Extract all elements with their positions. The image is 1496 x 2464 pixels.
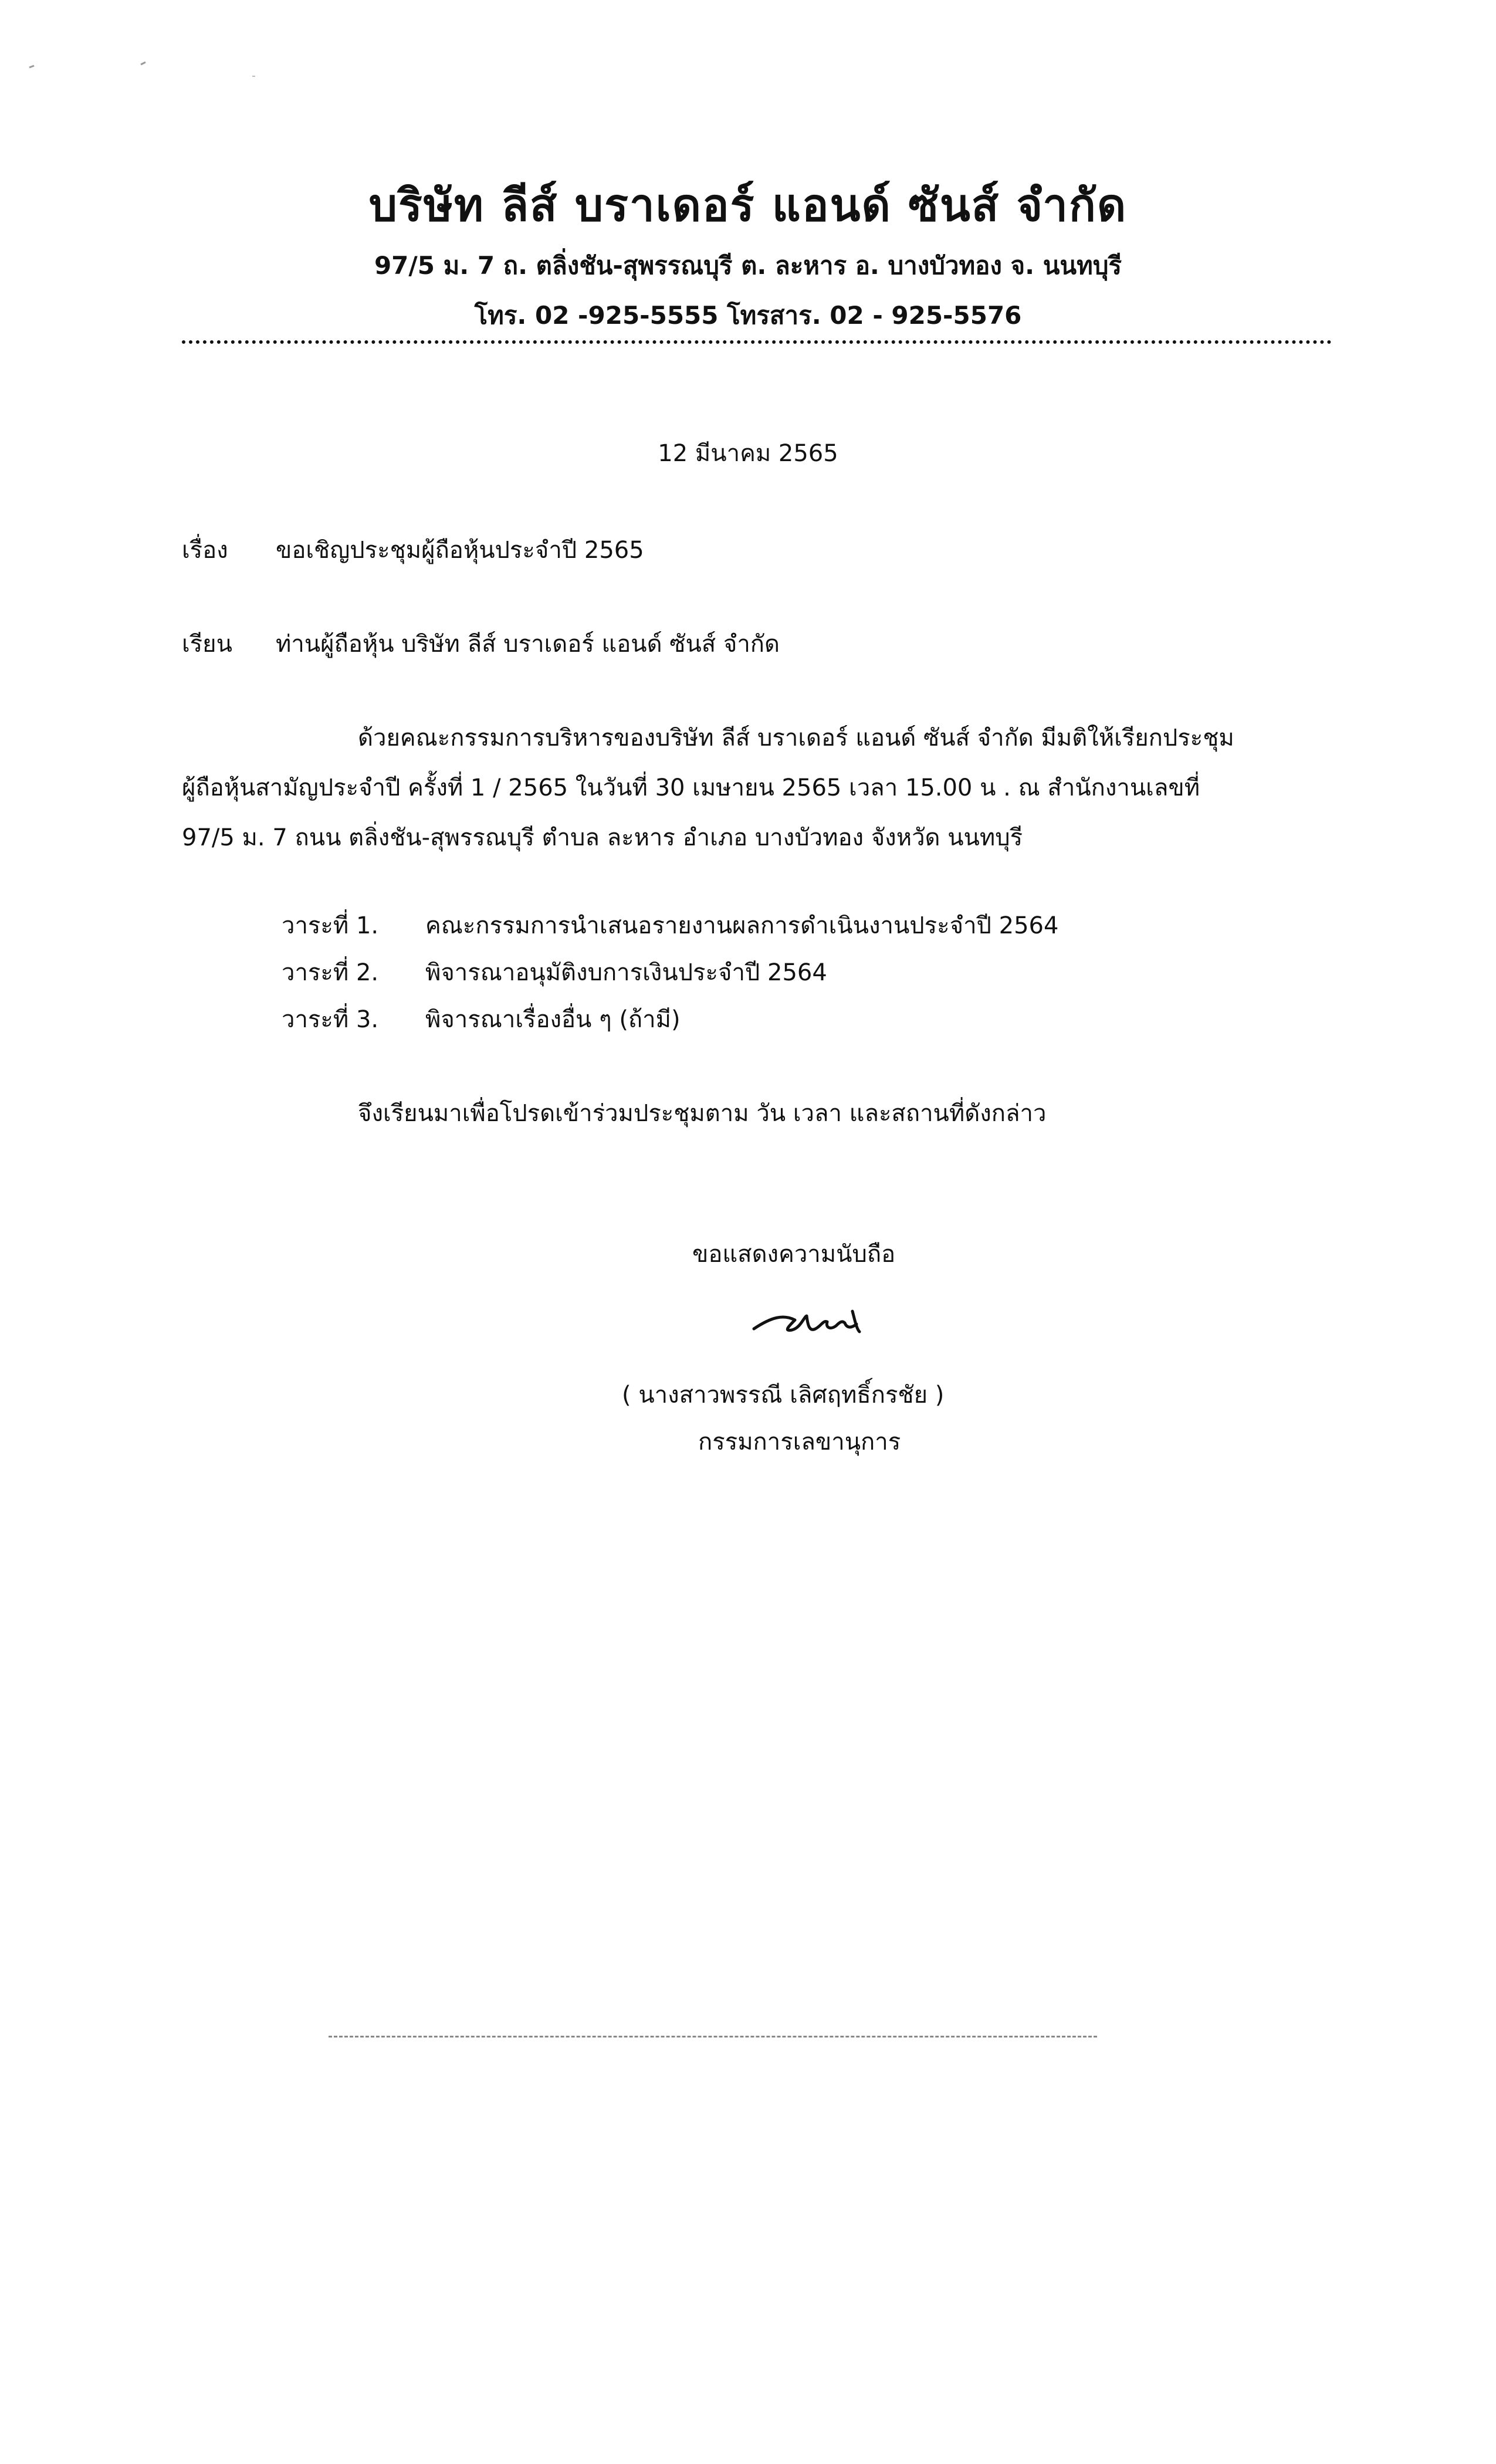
recipient-label: เรียน	[182, 631, 232, 658]
agenda-item-1-text: คณะกรรมการนำเสนอรายงานผลการดำเนินงานประจำปี 2564	[425, 912, 1059, 939]
scan-artifact-line	[329, 2036, 1097, 2037]
closing-sentence: จึงเรียนมาเพื่อโปรดเข้าร่วมประชุมตาม วัน เวลา และสถานที่ดังกล่าว	[358, 1100, 1047, 1127]
subject-label: เรื่อง	[182, 537, 228, 564]
agenda-item-3-label: วาระที่ 3.	[282, 1006, 379, 1033]
agenda-item-2-text: พิจารณาอนุมัติงบการเงินประจำปี 2564	[425, 959, 827, 986]
company-name: บริษัท ลีส์ บราเดอร์ แอนด์ ซันส์ จำกัด	[368, 179, 1128, 231]
body-line-2: ผู้ถือหุ้นสามัญประจำปี ครั้งที่ 1 / 2565 ในวันที่ 30 เมษายน 2565 เวลา 15.00 น . ณ สำนักงานเลขที่	[182, 774, 1200, 801]
agenda-item-2-label: วาระที่ 2.	[282, 959, 379, 986]
agenda-item-1-label: วาระที่ 1.	[282, 912, 379, 939]
scan-artifact-marks	[18, 53, 264, 88]
regards-text: ขอแสดงความนับถือ	[692, 1241, 896, 1268]
handwritten-signature-icon	[748, 1294, 883, 1346]
company-address: 97/5 ม. 7 ถ. ตลิ่งชัน-สุพรรณบุรี ต. ละหาร อ. บางบัวทอง จ. นนทบุรี	[374, 251, 1122, 280]
agenda-item-3-text: พิจารณาเรื่องอื่น ๆ (ถ้ามี)	[425, 1006, 681, 1033]
recipient-text: ท่านผู้ถือหุ้น บริษัท ลีส์ บราเดอร์ แอนด์ ซันส์ จำกัด	[276, 631, 780, 658]
signer-position: กรรมการเลขานุการ	[698, 1429, 901, 1456]
company-phone: โทร. 02 -925-5555 โทรสาร. 02 - 925-5576	[474, 301, 1022, 330]
header-divider	[182, 340, 1332, 344]
letter-date: 12 มีนาคม 2565	[658, 440, 838, 467]
body-line-1: ด้วยคณะกรรมการบริหารของบริษัท ลีส์ บราเดอร์ แอนด์ ซันส์ จำกัด มีมติให้เรียกประชุม	[358, 725, 1234, 752]
subject-text: ขอเชิญประชุมผู้ถือหุ้นประจำปี 2565	[276, 537, 644, 564]
signer-name: ( นางสาวพรรณี เลิศฤทธิ์กรชัย )	[622, 1382, 945, 1409]
body-line-3: 97/5 ม. 7 ถนน ตลิ่งชัน-สุพรรณบุรี ตำบล ละหาร อำเภอ บางบัวทอง จังหวัด นนทบุรี	[182, 824, 1023, 851]
